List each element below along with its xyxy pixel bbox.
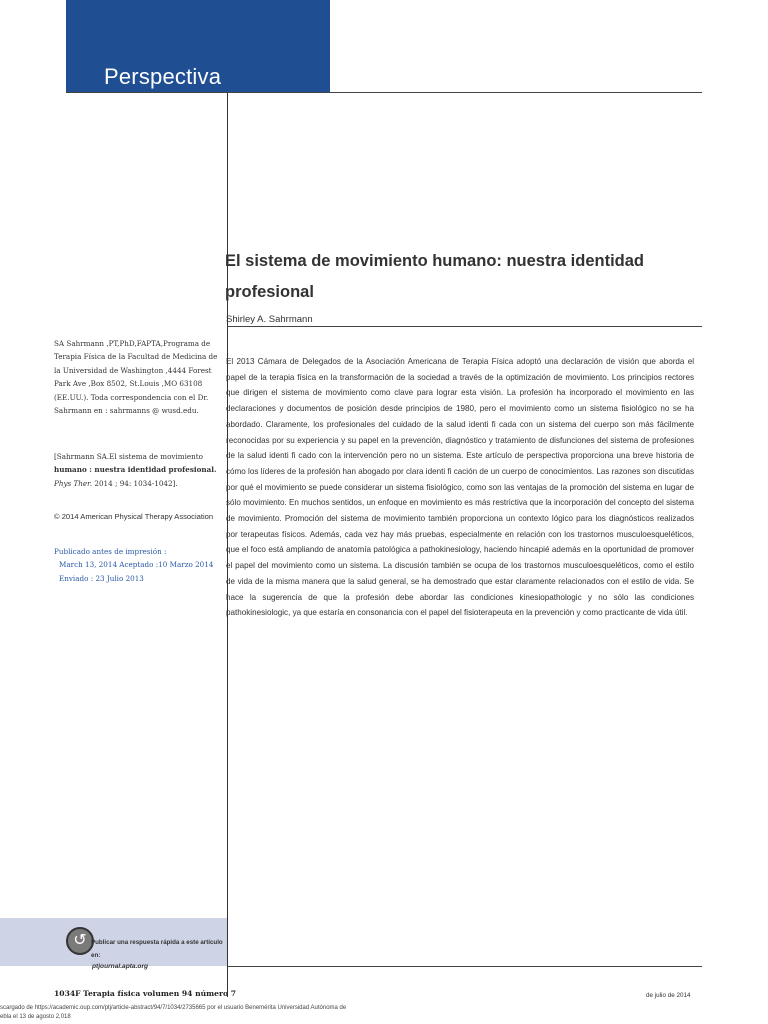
download-line-1: scargado de https://academic.oup.com/ptj/article-abstract/94/7/1034/2735665 por el usuario Benemérita Universidad Autónoma de — [0, 1005, 347, 1011]
article-abstract: El 2013 Cámara de Delegados de la Asociación Americana de Terapia Física adoptó una declaración de visión que aborda el papel de la terapia física en la transformación de la sociedad a través de la optimización de movimiento. Los principios rectores que dirigen el sistema de movimiento como clave para lograr esta visión. La profesión ha incorporado el movimiento en las declaraciones y documentos de posición desde principios de 1980, pero el movimiento como un sistema fisiológico no se ha abordado. Claramente, los profesionales del cuidado de la salud identi fi cada con un sistema del cuerpo son más fácilmente reconocidas por su experiencia y su papel en la prevención, diagnóstico y tratamiento de disfunciones del sistema de profesiones de la salud identi fi cado con la intervención pero no un sistema. Este artículo de perspectiva proporciona una breve historia de cómo los líderes de la profesión han abogado por clara identi fi cación de un cuerpo de conocimientos. Las razones son discutidas por qué el movimiento se puede considerar un sistema fisiológico, como son las ventajas de la promoción del sistema en lugar de sólo movimiento. En muchos sentidos, un enfoque en movimiento es más restrictiva que la incorporación del concepto del sistema de movimiento. Promoción del sistema de movimiento también proporciona un contexto lógico para los diagnósticos realizados por terapeutas físicos. Además, cada vez hay más pruebas, especialmente en relación con los trastornos musculoesqueléticos, que el foco está ampliando de anatomía patológica a pathokinesiology, haciendo hincapié además en la oportunidad de promover el papel del movimiento como un sistema. La discusión también se ocupa de los trastornos musculoesqueléticos, como el estilo de vida de la misma manera que la salud general, se ha demostrado que estar claramente relacionados con el estilo de vida. Se hace la sugerencia de que la profesión debe abordar las condiciones kinesiopathologic y no sólo las condiciones pathokinesiologic, ya que estaría en consonancia con el papel del fisioterapeuta en la prevención y como practicante de vida útil. — [226, 357, 694, 618]
citation-suffix: 2014 ; 94: 1034-1042]. — [94, 478, 178, 488]
footer-journal: 1034F Terapia física volumen 94 número 7 — [54, 989, 236, 998]
citation-title: humano : nuestra identidad profesional. — [54, 465, 217, 475]
article-author: Shirley A. Sahrmann — [226, 314, 313, 325]
citation — [54, 450, 218, 490]
rapid-response-text[interactable]: Publicar una respuesta rápida a este artículo en: — [91, 939, 223, 959]
published-label: Publicado antes de impresión : — [54, 547, 167, 556]
publication-info — [54, 545, 218, 585]
citation-prefix: [Sahrmann SA.El sistema de movimiento — [54, 452, 204, 461]
section-title: Perspectiva — [104, 64, 222, 89]
citation-journal: Phys Ther. — [54, 478, 93, 488]
download-notice — [0, 1004, 372, 1021]
author-affiliation: SA Sahrmann ,PT,PhD,FAPTA,Programa de Terapia Física de la Facultad de Medicina de la Universidad de Washington ,4444 Forest Park Ave ,Box 8502, St.Louis ,MO 63108 (EE.UU.). Toda correspondencia con el Dr. Sahrmann en : sahrmanns @ wusd.edu. — [54, 339, 218, 416]
top-rule — [66, 92, 702, 93]
rapid-response-icon[interactable]: ↺ — [66, 927, 94, 955]
rapid-response-link[interactable]: ptjournal.apta.org — [92, 963, 149, 970]
author-rule — [227, 326, 702, 327]
download-line-2: ebla el 13 de agosto 2,018 — [0, 1013, 71, 1020]
published-dates: March 13, 2014 Aceptado :10 Marzo 2014 Enviado : 23 Julio 2013 — [59, 560, 214, 583]
bottom-rule — [228, 966, 702, 967]
section-banner — [66, 0, 330, 93]
copyright: © 2014 American Physical Therapy Association — [54, 512, 214, 521]
footer-date: de julio de 2014 — [646, 992, 691, 999]
article-title: El sistema de movimiento humano: nuestra identidad profesional — [225, 252, 644, 301]
